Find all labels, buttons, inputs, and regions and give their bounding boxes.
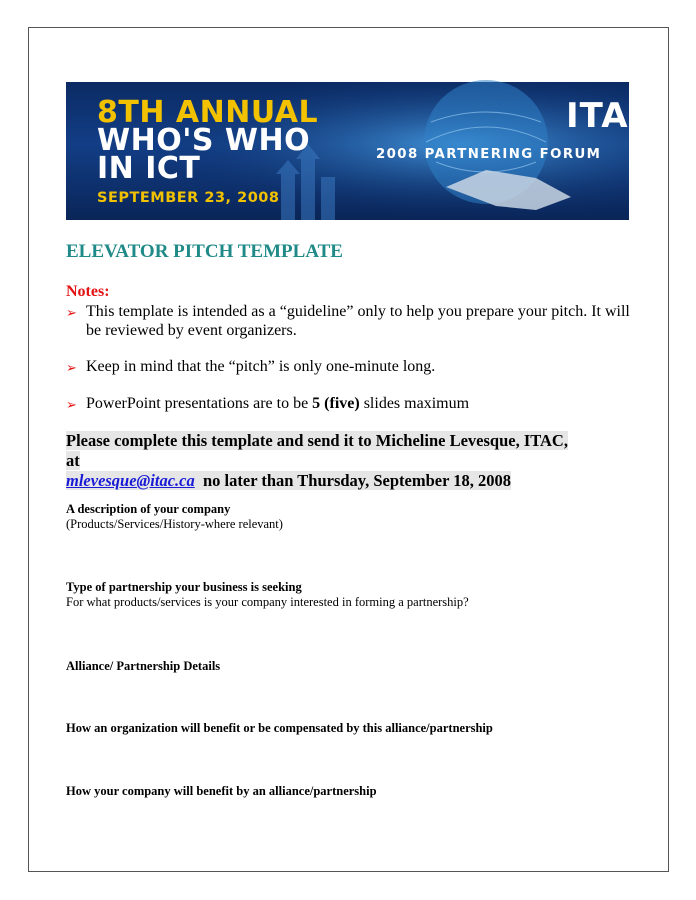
note-text-bold: 5 (five) (312, 395, 360, 412)
section-heading: How your company will benefit by an alliance/partnership (66, 784, 377, 798)
email-link[interactable]: mlevesque@itac.ca (66, 471, 195, 490)
submission-instruction (66, 431, 571, 491)
instruction-deadline: no later than Thursday, September 18, 2008 (194, 471, 512, 490)
section-heading: Type of partnership your business is seeking (66, 580, 302, 594)
event-banner (66, 82, 655, 220)
instruction-deadline-line (66, 471, 511, 490)
banner-line-3: IN ICT (97, 151, 201, 186)
banner-line-2: WHO'S WHO (97, 123, 311, 158)
section-subtext: (Products/Services/History-where relevant) (66, 517, 283, 531)
note-text-post: slides maximum (359, 395, 470, 412)
arrow-bullet-icon: ➢ (66, 305, 77, 320)
notes-label: Notes: (66, 283, 110, 300)
page-title: ELEVATOR PITCH TEMPLATE (66, 241, 343, 262)
note-text (86, 394, 636, 413)
section-heading: A description of your company (66, 502, 231, 516)
arrow-bullet-icon: ➢ (66, 360, 77, 375)
section-heading: How an organization will benefit or be compensated by this alliance/partnership (66, 721, 493, 735)
note-text-pre: PowerPoint presentations are to be (86, 395, 313, 412)
section-heading: Alliance/ Partnership Details (66, 659, 221, 673)
banner-line-1: 8TH ANNUAL (97, 95, 319, 130)
section-subtext: For what products/services is your company interested in forming a partnership? (66, 595, 469, 609)
note-text: This template is intended as a “guideline” only to help you prepare your pitch. It will be reviewed by event organizers. (86, 303, 630, 339)
itac-logo: ITAC (566, 96, 655, 136)
note-text: Keep in mind that the “pitch” is only one-minute long. (86, 358, 436, 375)
banner-date: SEPTEMBER 23, 2008 (97, 190, 280, 206)
banner-forum: 2008 PARTNERING FORUM (376, 147, 602, 162)
arrow-bullet-icon: ➢ (66, 397, 77, 412)
instruction-line: Please complete this template and send it to Micheline Levesque, ITAC, at (66, 431, 568, 470)
